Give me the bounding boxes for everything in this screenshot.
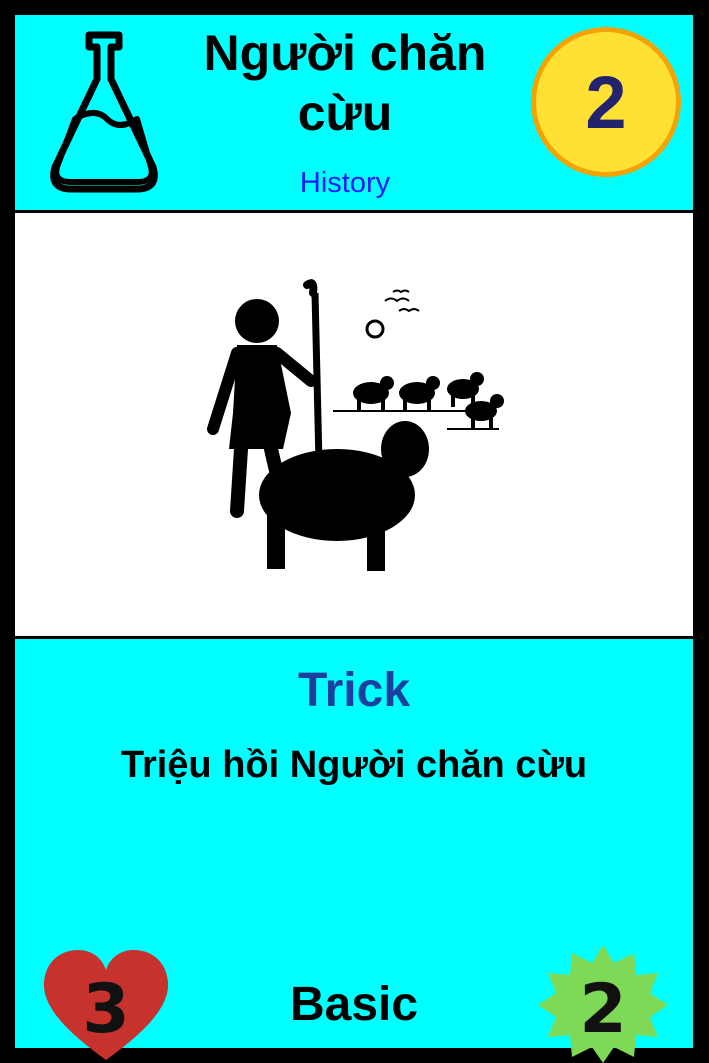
attack-badge (538, 945, 668, 1063)
card-art (15, 213, 693, 636)
flask-icon (45, 27, 163, 195)
card-description: Triệu hồi Người chăn cừu (120, 744, 588, 786)
attack-value: 2 (579, 970, 627, 1049)
health-badge (40, 948, 172, 1063)
health-value: 3 (82, 970, 130, 1049)
card-rarity: Basic (289, 978, 419, 1031)
card-title: Người chăn cừu (203, 25, 487, 141)
cost-badge: 2 (531, 27, 681, 177)
card-header (15, 15, 693, 210)
shepherd-illustration (15, 213, 693, 636)
card-category: History (299, 167, 391, 199)
card-type: Trick (297, 664, 411, 717)
